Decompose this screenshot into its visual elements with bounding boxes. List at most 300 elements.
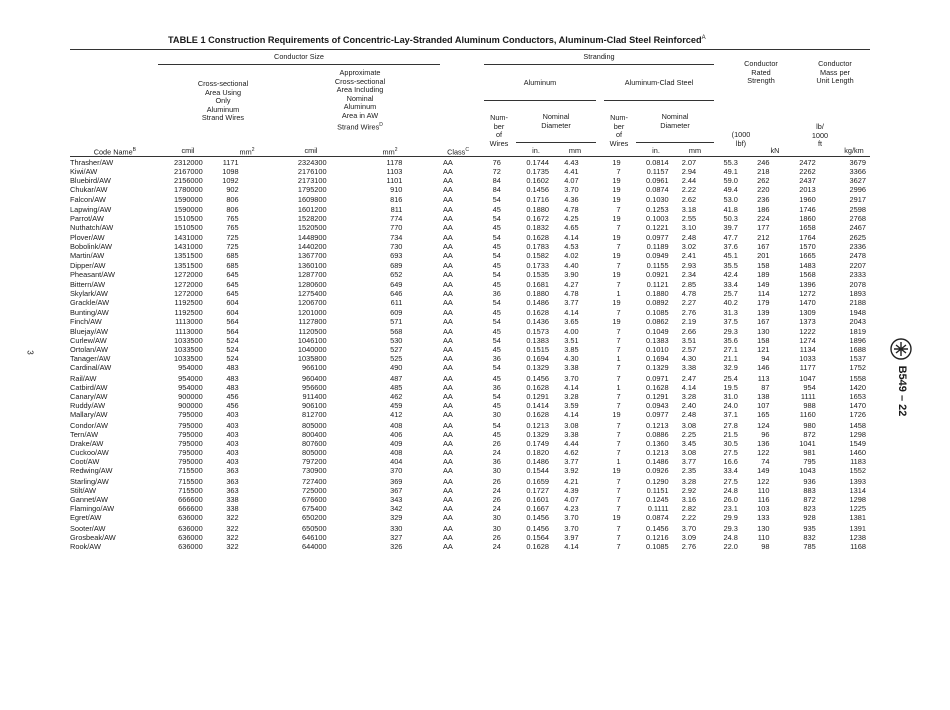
mass-lb-cell: 872 [803,429,816,439]
standard-designation: B549 – 22 [896,365,908,417]
aw-wires-cell: 7 [616,523,621,533]
area-mm2-cell: 806 [226,194,239,204]
aw-diam-mm-cell: 2.44 [681,176,697,186]
al-diam-in-cell: 0.1735 [526,167,549,177]
aw-wires-cell: 19 [612,250,621,260]
area-cmil-cell: 715500 [178,485,203,495]
al-wires-cell: 45 [492,308,501,318]
mass-unit-lb: lb/ 1000 ft [811,122,829,149]
aw-area-cmil-cell: 646100 [301,533,327,542]
unit-mm2-aw: $mm^2$ [382,147,398,157]
area-mm2-cell: 725 [226,232,239,242]
aw-diam-mm-cell: 3.28 [681,476,697,486]
al-wires-cell: 36 [492,382,501,392]
al-diam-in-cell: 0.1602 [526,176,549,186]
al-diam-mm-cell: 3.77 [564,457,579,467]
area-mm2-cell: 806 [226,205,239,215]
aw-diam-in-cell: 0.0862 [646,317,669,327]
aw-area-cmil-cell: 1035800 [297,354,327,364]
mass-kg-cell: 1314 [849,485,866,495]
aw-area-cmil-cell: 727400 [301,476,327,486]
code-name-cell: Skylark/AW [70,288,108,298]
mass-kg-cell: 1298 [849,495,866,505]
aw-wires-cell: 1 [616,288,621,298]
mass-kg-cell: 1558 [849,373,866,383]
strength-kn-cell: 110 [757,485,770,495]
mass-lb-cell: 1309 [799,308,816,318]
class-cell: AA [442,205,453,215]
aw-wires-cell: 7 [616,344,621,354]
aw-diam-mm-cell: 2.55 [681,214,697,224]
aw-diam-mm-cell: 2.92 [681,485,697,495]
mass-kg-cell: 2188 [849,297,866,307]
table-row [70,421,870,430]
area-cmil-cell: 636000 [178,533,203,542]
aw-diam-mm-cell: 2.94 [681,167,697,177]
al-diam-mm-cell: 3.28 [564,391,579,401]
class-cell: AA [442,504,453,514]
aw-area-mm2-cell: 343 [390,495,403,505]
aw-area-cmil-cell: 1601200 [297,205,327,215]
code-name-cell: Nuthatch/AW [70,223,114,233]
strength-lbf-cell: 21.5 [723,429,738,439]
area-mm2-cell: 725 [226,241,239,251]
code-name-header: Code Name$^B$ [93,147,136,157]
aw-area-mm2-cell: 568 [390,326,403,336]
al-wires-cell: 45 [492,429,501,439]
strength-kn-cell: 110 [757,533,770,542]
strength-kn-cell: 186 [757,205,770,215]
aw-area-cmil-cell: 725000 [301,485,327,495]
code-name-cell: Canary/AW [70,391,108,401]
strength-kn-cell: 189 [757,270,770,280]
mass-kg-cell: 1470 [849,401,866,411]
code-name-cell: Thrasher/AW [70,158,114,167]
code-name-cell: Cuckoo/AW [70,448,109,458]
strength-kn-cell: 149 [757,279,770,289]
aw-diam-in-cell: 0.0892 [646,297,669,307]
aw-wires-cell: 7 [616,363,621,373]
al-diam-mm-cell: 3.08 [564,420,579,430]
code-name-cell: Martin/AW [70,250,105,260]
al-wires-cell: 54 [492,270,501,280]
aw-diam-in-cell: 0.0886 [646,429,669,439]
al-diam-in-cell: 0.1486 [526,457,549,467]
strength-kn-cell: 167 [757,317,770,327]
aw-area-cmil-cell: 1440200 [297,241,327,251]
class-cell: AA [442,335,453,345]
al-diam-in-cell: 0.1628 [526,308,549,318]
aw-diam-in-cell: 0.1216 [646,533,669,542]
strength-lbf-cell: 47.7 [723,232,738,242]
aw-diam-mm-cell: 3.08 [681,420,697,430]
area-cmil-cell: 1033500 [173,344,203,354]
class-cell: AA [442,391,453,401]
class-cell: AA [442,373,453,383]
strength-kn-cell: 107 [757,401,770,411]
table-row [70,410,870,420]
al-diam-mm-cell: 4.62 [564,448,579,458]
mass-lb-cell: 1396 [799,279,816,289]
strength-lbf-cell: 33.4 [723,466,738,476]
strength-lbf-cell: 42.4 [723,270,738,280]
area-cmil-cell: 1272000 [173,270,203,280]
strength-lbf-cell: 35.6 [723,335,738,345]
mass-lb-cell: 981 [803,448,816,458]
class-cell: AA [442,466,453,476]
aw-area-cmil-cell: 1120500 [298,326,327,336]
al-diam-in-cell: 0.1329 [526,429,549,439]
al-diam-mm-cell: 4.14 [564,410,579,420]
aw-diam-in-cell: 0.1290 [646,476,669,486]
aw-diam-in-cell: 0.1291 [646,391,669,401]
aw-diam-in-cell: 0.1628 [646,382,669,392]
strength-lbf-cell: 32.9 [723,363,738,373]
al-diam-mm-cell: 4.78 [564,205,579,215]
table-row [70,457,870,466]
aw-area-cmil-cell: 805000 [301,448,327,458]
al-wires-cell: 36 [492,288,501,298]
al-wires-cell: 26 [492,495,501,505]
class-cell: AA [442,223,453,233]
area-cmil-cell: 1510500 [173,214,203,224]
al-diam-mm-cell: 3.38 [564,363,579,373]
aw-area-mm2-cell: 342 [390,504,403,514]
area-cmil-cell: 2312000 [173,158,203,167]
class-cell: AA [442,176,453,186]
aw-wires-cell: 19 [612,317,621,327]
mass-lb-cell: 1568 [799,270,816,280]
aw-diam-mm-cell: 2.22 [681,513,697,523]
area-mm2-cell: 645 [226,279,239,289]
strength-kn-cell: 136 [757,438,770,448]
mass-kg-cell: 1893 [849,288,866,298]
mass-lb-cell: 1272 [799,288,816,298]
area-cmil-cell: 795000 [178,457,203,467]
mass-lb-cell: 872 [803,495,816,505]
mass-lb-cell: 1177 [799,363,816,373]
mass-lb-cell: 2437 [799,176,816,186]
mass-lb-cell: 936 [803,476,816,486]
strength-lbf-cell: 24.0 [723,401,738,411]
num-wires-aw-header: Num- ber of Wires [609,113,629,148]
table-row [70,345,870,354]
aw-area-cmil-cell: 650500 [301,523,327,533]
diam-al-rule [516,142,596,143]
area-cmil-cell: 666600 [178,504,203,514]
unit-mm-aw: mm [688,146,702,155]
al-diam-in-cell: 0.1291 [526,391,549,401]
area-cmil-cell: 1590000 [173,205,203,215]
aw-area-mm2-cell: 730 [390,241,403,251]
al-diam-mm-cell: 4.43 [564,158,579,167]
aw-wires-cell: 7 [616,223,621,233]
rated-strength-header: Conductor Rated Strength [744,59,778,86]
class-header: Class$^C$ [447,147,469,157]
al-wires-cell: 54 [492,363,501,373]
aw-area-mm2-cell: 490 [390,363,403,373]
mass-kg-cell: 1653 [849,391,866,401]
al-wires-cell: 54 [492,250,501,260]
area-mm2-cell: 322 [226,513,239,523]
mass-kg-cell: 2043 [849,317,866,327]
al-diam-mm-cell: 4.07 [564,176,579,186]
aw-wires-cell: 7 [616,448,621,458]
area-cmil-cell: 1351500 [173,261,203,271]
aw-diam-mm-cell: 2.76 [681,542,697,552]
strength-lbf-cell: 33.4 [723,279,738,289]
al-diam-in-cell: 0.1832 [526,223,549,233]
al-diam-mm-cell: 3.65 [564,317,579,327]
class-cell: AA [442,194,453,204]
al-diam-mm-cell: 4.07 [564,495,579,505]
class-cell: AA [442,158,453,167]
strength-kn-cell: 103 [757,504,770,514]
aw-area-cmil-cell: 1795200 [297,185,327,195]
strength-lbf-cell: 22.0 [723,542,738,552]
aw-diam-mm-cell: 4.78 [681,288,697,298]
area-cmil-cell: 1272000 [173,288,203,298]
mass-lb-cell: 1570 [799,241,816,251]
al-wires-cell: 54 [492,335,501,345]
area-cmil-cell: 795000 [178,429,203,439]
code-name-cell: Pheasant/AW [70,270,115,280]
area-mm2-cell: 604 [226,297,239,307]
table-row [70,308,870,317]
al-wires-cell: 24 [492,504,501,514]
aw-diam-mm-cell: 2.82 [681,504,697,514]
aw-diam-mm-cell: 3.02 [681,241,697,251]
code-name-cell: Stilt/AW [70,485,97,495]
area-aluminum-header: Cross-sectional Area Using Only Aluminum Strand Wires [197,79,249,123]
aw-area-cmil-cell: 1040000 [297,344,327,354]
al-diam-mm-cell: 4.14 [564,382,579,392]
code-name-cell: Bittern/AW [70,279,106,289]
area-mm2-cell: 363 [226,485,239,495]
al-wires-cell: 45 [492,344,501,354]
strength-lbf-cell: 41.8 [723,205,738,215]
unit-mm2: $mm^2$ [239,147,255,157]
aw-diam-in-cell: 0.1253 [646,205,669,215]
area-cmil-cell: 1033500 [173,354,203,364]
mass-kg-cell: 1420 [849,382,866,392]
al-diam-mm-cell: 4.44 [564,438,579,448]
al-diam-mm-cell: 3.97 [564,533,579,542]
al-diam-in-cell: 0.1564 [526,533,549,542]
mass-kg-cell: 2768 [849,214,866,224]
strength-kn-cell: 121 [757,344,770,354]
strength-kn-cell: 130 [757,523,770,533]
area-mm2-cell: 685 [226,261,239,271]
area-cmil-cell: 636000 [178,513,203,523]
table-row [70,158,870,167]
aw-diam-mm-cell: 2.19 [681,317,697,327]
strength-lbf-cell: 53.0 [723,194,738,204]
area-mm2-cell: 765 [226,214,239,224]
nom-diam-al-header: Nominal Diameter [541,112,571,130]
strength-kn-cell: 124 [757,420,770,430]
aw-area-mm2-cell: 811 [390,205,403,215]
aw-area-cmil-cell: 812700 [301,410,327,420]
code-name-cell: Rail/AW [70,373,97,383]
al-wires-cell: 84 [492,176,501,186]
class-cell: AA [442,326,453,336]
mass-kg-cell: 1819 [849,326,866,336]
al-diam-in-cell: 0.1820 [526,448,549,458]
area-cmil-cell: 1351500 [173,250,203,260]
unit-in-aw: in. [652,146,660,155]
al-wires-cell: 54 [492,232,501,242]
strength-lbf-cell: 24.8 [723,485,738,495]
strength-lbf-cell: 49.1 [723,167,738,177]
mass-lb-cell: 832 [803,533,816,542]
aw-area-cmil-cell: 730900 [301,466,327,476]
mass-kg-cell: 1552 [849,466,866,476]
mass-kg-cell: 1391 [849,523,866,533]
strength-lbf-cell: 29.9 [723,513,738,523]
table-row [70,542,870,551]
al-diam-in-cell: 0.1744 [526,158,549,167]
al-wires-cell: 30 [492,513,501,523]
aw-diam-mm-cell: 3.10 [681,223,697,233]
table-row [70,533,870,542]
al-diam-in-cell: 0.1880 [526,205,549,215]
code-name-cell: Bluejay/AW [70,326,108,336]
aw-area-mm2-cell: 774 [390,214,403,224]
code-name-cell: Coot/AW [70,457,100,467]
code-name-cell: Plover/AW [70,232,105,242]
table-row [70,354,870,363]
al-diam-mm-cell: 4.40 [564,261,579,271]
aw-wires-cell: 7 [616,241,621,251]
area-mm2-cell: 456 [226,391,239,401]
aw-area-cmil-cell: 1528200 [297,214,327,224]
mass-lb-cell: 1033 [799,354,816,364]
aw-wires-cell: 7 [616,326,621,336]
strength-kn-cell: 246 [757,158,770,167]
al-wires-cell: 76 [492,158,501,167]
aw-wires-cell: 7 [616,420,621,430]
mass-lb-cell: 1222 [799,326,816,336]
area-mm2-cell: 322 [226,542,239,552]
class-cell: AA [442,279,453,289]
aw-area-mm2-cell: 910 [390,185,403,195]
aw-diam-in-cell: 0.0977 [646,410,669,420]
code-name-cell: Tern/AW [70,429,99,439]
area-mm2-cell: 524 [226,335,239,345]
mass-lb-cell: 1470 [799,297,816,307]
strength-lbf-cell: 27.5 [723,476,738,486]
class-cell: AA [442,297,453,307]
mass-lb-cell: 883 [803,485,816,495]
table-row [70,363,870,373]
aw-diam-in-cell: 0.1010 [646,344,669,354]
aw-diam-in-cell: 0.1121 [646,279,669,289]
code-name-cell: Ortolan/AW [70,344,108,354]
mass-kg-cell: 1298 [849,429,866,439]
aw-area-cmil-cell: 644000 [301,542,327,552]
al-diam-mm-cell: 4.25 [564,214,579,224]
area-mm2-cell: 363 [226,476,239,486]
class-cell: AA [442,167,453,177]
unit-mm-al: mm [568,146,582,155]
aw-area-cmil-cell: 1206700 [297,297,327,307]
table-row [70,251,870,261]
aw-wires-cell: 19 [612,176,621,186]
aw-area-mm2-cell: 404 [390,457,403,467]
strength-lbf-cell: 59.0 [723,176,738,186]
aw-wires-cell: 7 [616,167,621,177]
table-row [70,524,870,533]
al-wires-cell: 45 [492,223,501,233]
aw-area-cmil-cell: 800400 [301,429,327,439]
al-diam-in-cell: 0.1672 [526,214,549,224]
aw-area-cmil-cell: 1287700 [297,270,327,280]
code-name-cell: Gannet/AW [70,495,108,505]
class-cell: AA [442,457,453,467]
aw-wires-cell: 7 [616,495,621,505]
aw-diam-in-cell: 0.1880 [646,288,669,298]
al-diam-mm-cell: 3.70 [564,513,579,523]
aw-diam-in-cell: 0.1030 [646,194,669,204]
al-diam-mm-cell: 4.39 [564,485,579,495]
mass-kg-cell: 1688 [849,344,866,354]
table-row [70,195,870,205]
strength-lbf-cell: 40.2 [723,297,738,307]
aw-diam-in-cell: 0.0943 [646,401,669,411]
aw-wires-cell: 7 [616,373,621,383]
unit-in-al: in. [532,146,540,155]
al-wires-cell: 26 [492,476,501,486]
aw-diam-in-cell: 0.0874 [646,513,669,523]
conductor-size-header: Conductor Size [274,52,324,61]
aw-area-mm2-cell: 462 [390,391,403,401]
aw-diam-mm-cell: 2.07 [681,158,697,167]
aw-area-mm2-cell: 485 [390,382,403,392]
table-row [70,477,870,486]
strength-lbf-cell: 31.3 [723,308,738,318]
aw-area-cmil-cell: 966100 [301,363,327,373]
aw-area-cmil-cell: 650200 [301,513,327,523]
mass-kg-cell: 1381 [849,513,866,523]
strength-lbf-cell: 24.8 [723,533,738,542]
class-cell: AA [442,250,453,260]
mass-lb-cell: 980 [803,420,816,430]
al-diam-mm-cell: 3.90 [564,270,579,280]
aw-area-cmil-cell: 2173100 [297,176,327,186]
code-name-cell: Bunting/AW [70,308,109,318]
al-diam-in-cell: 0.1628 [526,542,549,552]
al-diam-in-cell: 0.1749 [526,438,549,448]
strength-kn-cell: 113 [757,373,770,383]
aw-area-mm2-cell: 369 [390,476,403,486]
diam-aw-rule [636,142,714,143]
code-name-cell: Cardinal/AW [70,363,112,373]
al-wires-cell: 45 [492,279,501,289]
aw-area-mm2-cell: 816 [390,194,403,204]
area-mm2-cell: 1171 [222,158,239,167]
mass-lb-cell: 1041 [799,438,816,448]
al-wires-cell: 24 [492,485,501,495]
mass-kg-cell: 1549 [849,438,866,448]
strength-kn-cell: 122 [757,448,770,458]
aw-diam-mm-cell: 3.28 [681,391,697,401]
code-name-cell: Dipper/AW [70,261,106,271]
strength-kn-cell: 96 [761,429,770,439]
aw-wires-cell: 1 [616,457,621,467]
aw-diam-mm-cell: 2.41 [681,250,697,260]
area-mm2-cell: 322 [226,523,239,533]
